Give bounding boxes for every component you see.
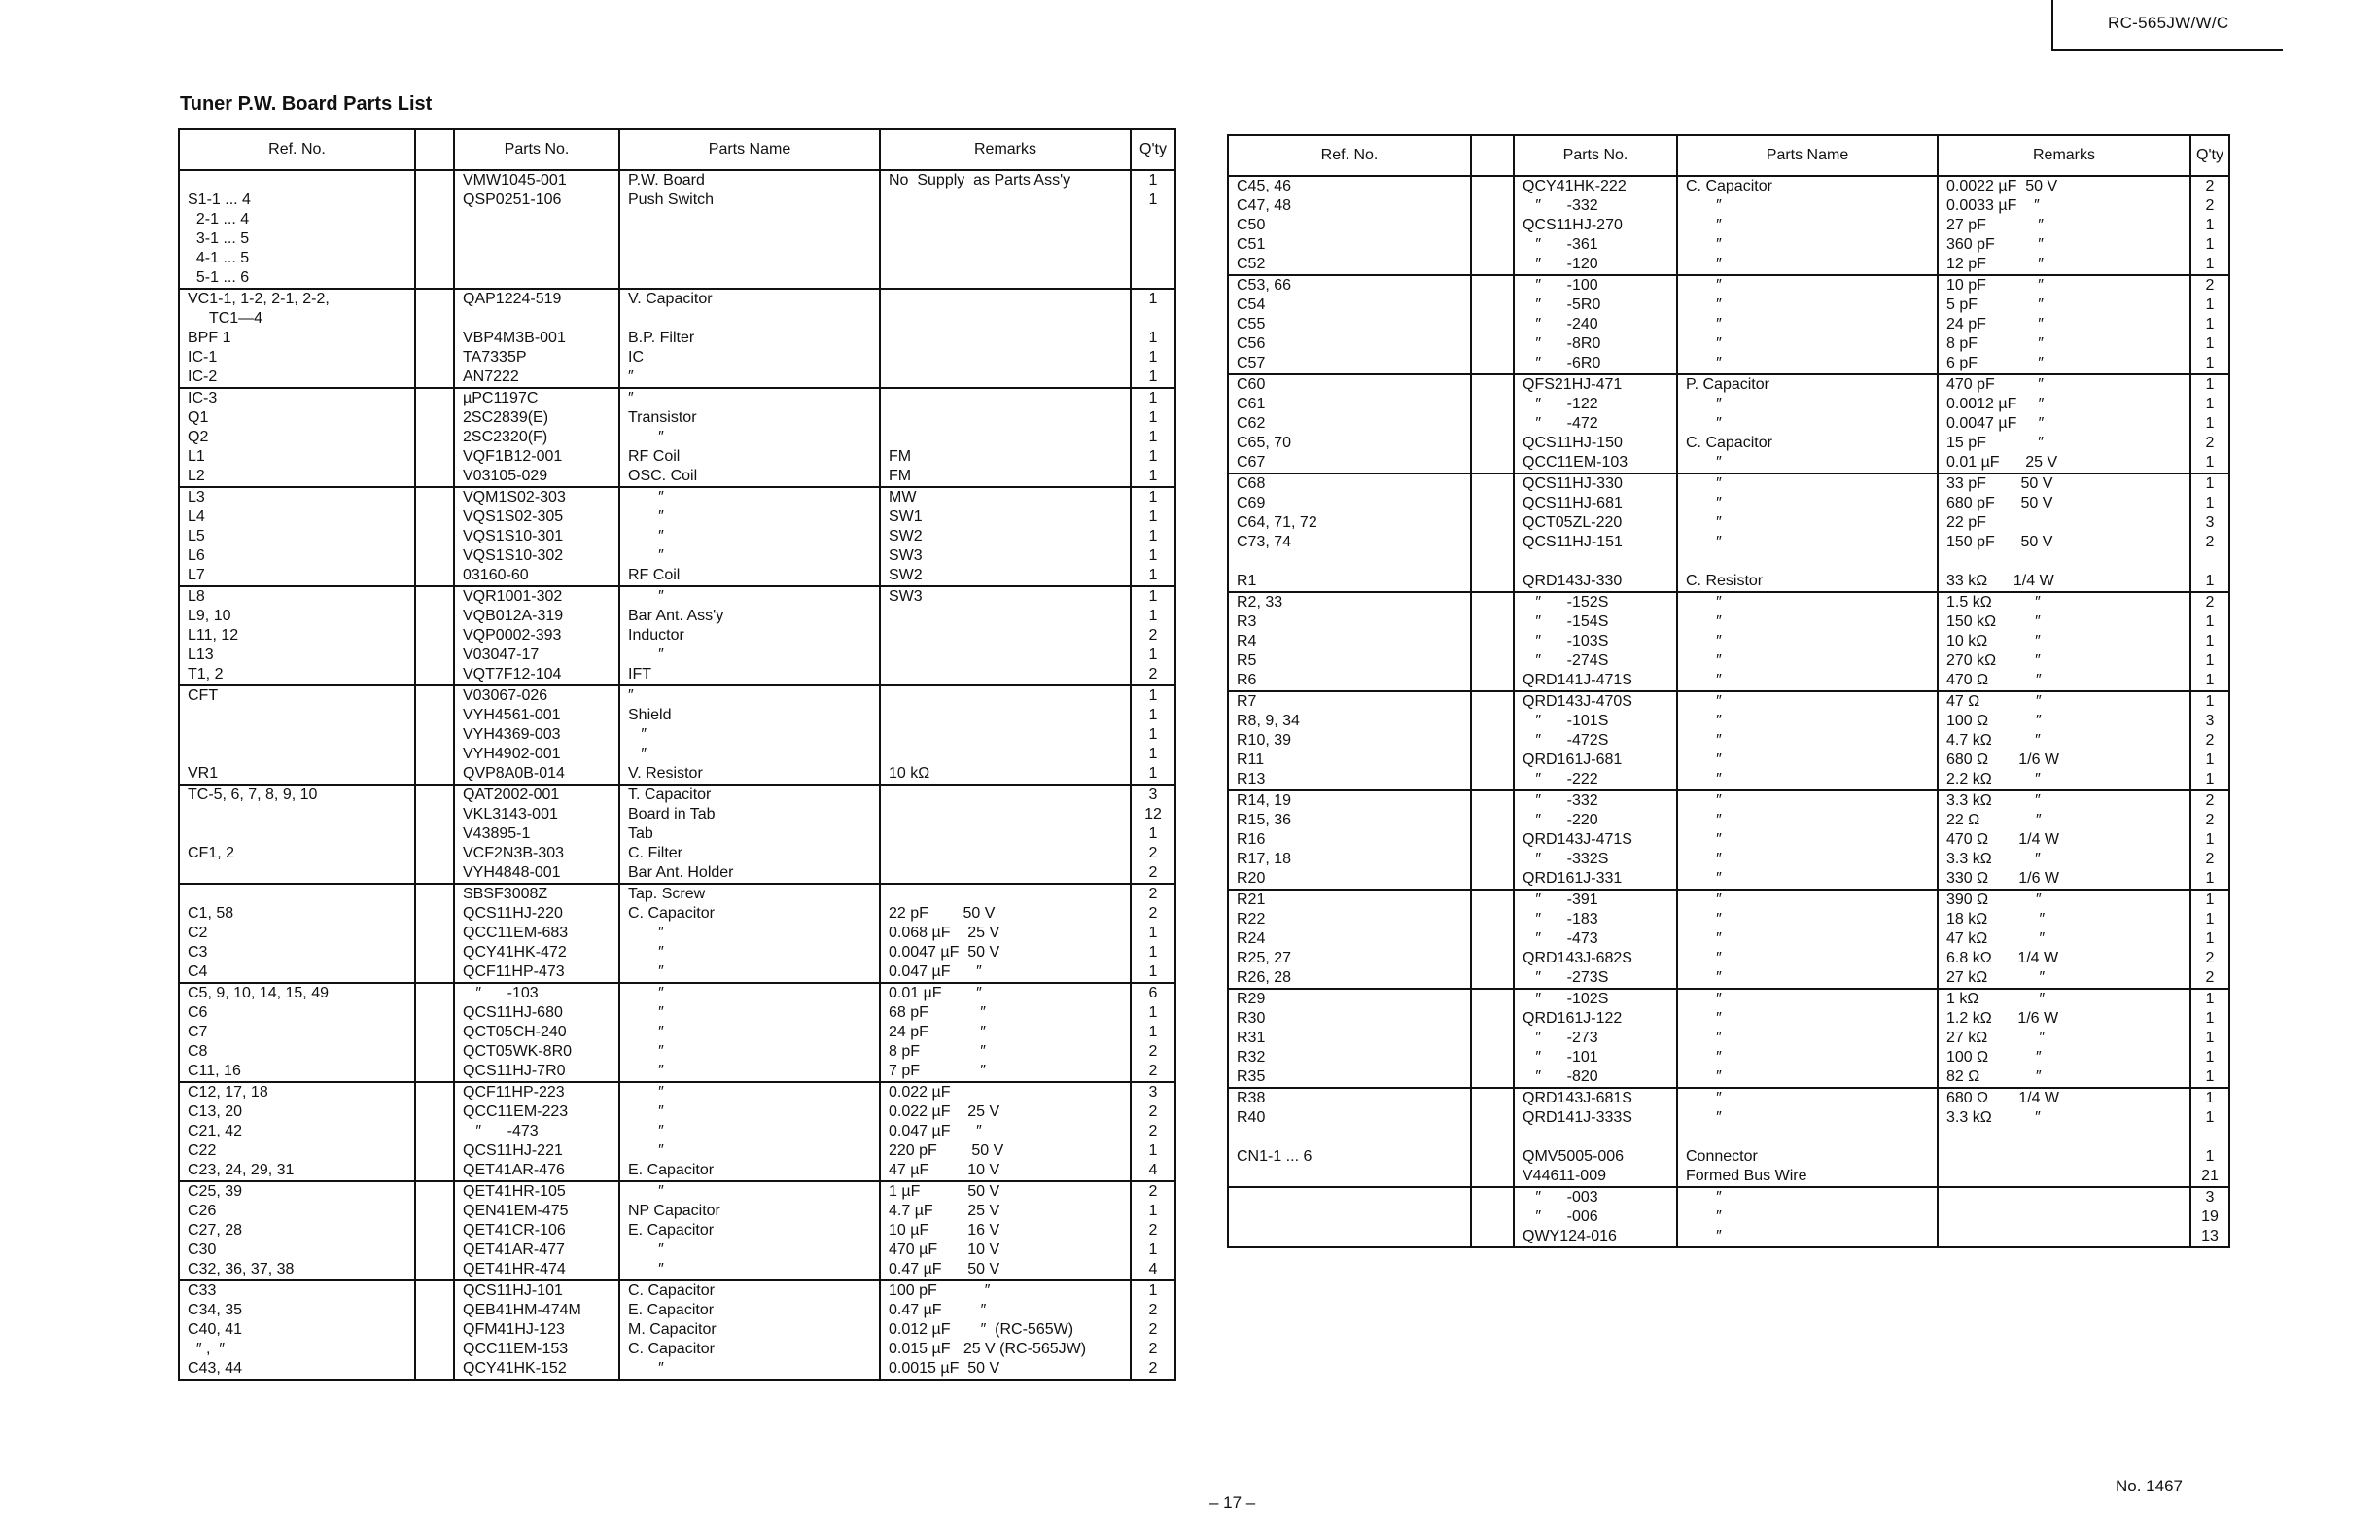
col-parts-name: Parts Name xyxy=(619,129,880,170)
cell-ref-no: R29 R30 R31 R32 R35 xyxy=(1228,989,1471,1088)
cell-parts-no: ″ -103 QCS11HJ-680 QCT05CH-240 QCT05WK-8R0 QCS11HJ-7R0 xyxy=(454,983,619,1082)
cell-blank xyxy=(1471,374,1514,473)
cell-parts-no: VMW1045-001 QSP0251-106 xyxy=(454,170,619,289)
cell-parts-no: QCS11HJ-330 QCS11HJ-681 QCT05ZL-220 QCS11HJ-151 QRD143J-330 xyxy=(1514,473,1677,592)
table-row-group xyxy=(179,884,1175,983)
cell-remarks: 22 pF 50 V 0.068 µF 25 V 0.0047 µF 50 V 0.047 µF ″ xyxy=(880,884,1131,983)
parts-table-right xyxy=(1227,134,2230,1248)
cell-parts-no: ″ -152S ″ -154S ″ -103S ″ -274S QRD141J-471S xyxy=(1514,592,1677,691)
cell-ref-no: C45, 46 C47, 48 C50 C51 C52 xyxy=(1228,176,1471,275)
cell-ref-no: C60 C61 C62 C65, 70 C67 xyxy=(1228,374,1471,473)
cell-parts-no: QCS11HJ-101 QEB41HM-474M QFM41HJ-123 QCC11EM-153 QCY41HK-152 xyxy=(454,1280,619,1380)
table-row-group xyxy=(1228,473,2229,592)
cell-parts-name: C. Capacitor E. Capacitor M. Capacitor C. Capacitor ″ xyxy=(619,1280,880,1380)
cell-remarks: 100 pF ″ 0.47 µF ″ 0.012 µF ″ (RC-565W) 0.015 µF 25 V (RC-565JW) 0.0015 µF 50 V xyxy=(880,1280,1131,1380)
parts-list-title: Tuner P.W. Board Parts List xyxy=(180,93,433,115)
cell-parts-no: QET41HR-105 QEN41EM-475 QET41CR-106 QET41AR-477 QET41HR-474 xyxy=(454,1181,619,1280)
cell-parts-no: ″ -003 ″ -006 QWY124-016 xyxy=(1514,1187,1677,1247)
cell-qty: 1 1 1 1 1 xyxy=(2190,989,2229,1088)
cell-parts-name: ″ Bar Ant. Ass'y Inductor ″ IFT xyxy=(619,586,880,685)
cell-remarks: 33 pF 50 V 680 pF 50 V 22 pF 150 pF 50 V 33 kΩ 1/4 W xyxy=(1938,473,2190,592)
cell-remarks: FM FM xyxy=(880,388,1131,487)
cell-ref-no: C1, 58 C2 C3 C4 xyxy=(179,884,415,983)
cell-ref-no: R14, 19 R15, 36 R16 R17, 18 R20 xyxy=(1228,790,1471,890)
cell-remarks: SW3 xyxy=(880,586,1131,685)
cell-ref-no: R2, 33 R3 R4 R5 R6 xyxy=(1228,592,1471,691)
cell-parts-name: ″ ″ ″ ″ ″ xyxy=(1677,790,1938,890)
cell-parts-no: VQR1001-302 VQB012A-319 VQP0002-393 V03047-17 VQT7F12-104 xyxy=(454,586,619,685)
cell-ref-no xyxy=(1228,1187,1471,1247)
col-remarks: Remarks xyxy=(880,129,1131,170)
cell-ref-no: C68 C69 C64, 71, 72 C73, 74 R1 xyxy=(1228,473,1471,592)
cell-blank xyxy=(415,289,454,388)
cell-remarks: 0.022 µF 0.022 µF 25 V 0.047 µF ″ 220 pF 50 V 47 µF 10 V xyxy=(880,1082,1131,1181)
cell-qty: 1 1 xyxy=(1131,170,1175,289)
cell-ref-no: S1-1 ... 4 2-1 ... 4 3-1 ... 5 4-1 ... 5 5-1 ... 6 xyxy=(179,170,415,289)
parts-table-left xyxy=(178,128,1176,1381)
table-row-group xyxy=(179,586,1175,685)
cell-parts-name: ″ Shield ″ ″ V. Resistor xyxy=(619,685,880,785)
cell-parts-no: QAP1224-519 VBP4M3B-001 TA7335P AN7222 xyxy=(454,289,619,388)
cell-qty: 1 2 2 2 2 xyxy=(1131,1280,1175,1380)
cell-parts-no: QFS21HJ-471 ″ -122 ″ -472 QCS11HJ-150 QCC11EM-103 xyxy=(1514,374,1677,473)
cell-qty: 1 1 1 1 xyxy=(1131,289,1175,388)
cell-ref-no: TC-5, 6, 7, 8, 9, 10 CF1, 2 xyxy=(179,785,415,884)
cell-parts-no: ″ -100 ″ -5R0 ″ -240 ″ -8R0 ″ -6R0 xyxy=(1514,275,1677,374)
cell-parts-name: ″ NP Capacitor E. Capacitor ″ ″ xyxy=(619,1181,880,1280)
cell-qty: 6 1 1 2 2 xyxy=(1131,983,1175,1082)
col-qty: Q'ty xyxy=(2190,135,2229,176)
cell-parts-no: ″ -332 ″ -220 QRD143J-471S ″ -332S QRD161J-331 xyxy=(1514,790,1677,890)
cell-qty: 3 2 2 1 4 xyxy=(1131,1082,1175,1181)
cell-remarks: 10 pF ″ 5 pF ″ 24 pF ″ 8 pF ″ 6 pF ″ xyxy=(1938,275,2190,374)
cell-blank xyxy=(415,983,454,1082)
cell-qty: 1 1 1 1 1 xyxy=(1131,685,1175,785)
cell-blank xyxy=(415,170,454,289)
table-row-group xyxy=(1228,176,2229,275)
table-row-group xyxy=(179,289,1175,388)
cell-blank xyxy=(1471,592,1514,691)
cell-blank xyxy=(1471,1187,1514,1247)
cell-blank xyxy=(415,1082,454,1181)
cell-blank xyxy=(415,884,454,983)
cell-remarks: 1 µF 50 V 4.7 µF 25 V 10 µF 16 V 470 µF 10 V 0.47 µF 50 V xyxy=(880,1181,1131,1280)
table-row-group xyxy=(179,1082,1175,1181)
cell-blank xyxy=(415,487,454,586)
model-number: RC-565JW/W/C xyxy=(2108,14,2229,32)
cell-ref-no: IC-3 Q1 Q2 L1 L2 xyxy=(179,388,415,487)
cell-parts-no: QCF11HP-223 QCC11EM-223 ″ -473 QCS11HJ-221 QET41AR-476 xyxy=(454,1082,619,1181)
col-qty: Q'ty xyxy=(1131,129,1175,170)
cell-remarks xyxy=(880,289,1131,388)
cell-remarks: 390 Ω ″ 18 kΩ ″ 47 kΩ ″ 6.8 kΩ 1/4 W 27 kΩ ″ xyxy=(1938,890,2190,989)
cell-ref-no: C25, 39 C26 C27, 28 C30 C32, 36, 37, 38 xyxy=(179,1181,415,1280)
cell-parts-name: Tap. Screw C. Capacitor ″ ″ ″ xyxy=(619,884,880,983)
cell-qty: 1 1 3 2 1 xyxy=(2190,473,2229,592)
cell-parts-name: V. Capacitor B.P. Filter IC ″ xyxy=(619,289,880,388)
table-row-group xyxy=(1228,275,2229,374)
table-row-group xyxy=(1228,691,2229,790)
col-blank xyxy=(415,129,454,170)
cell-parts-no: QCY41HK-222 ″ -332 QCS11HJ-270 ″ -361 ″ -120 xyxy=(1514,176,1677,275)
cell-qty: 2 2 1 1 1 xyxy=(1131,884,1175,983)
cell-ref-no: R21 R22 R24 R25, 27 R26, 28 xyxy=(1228,890,1471,989)
cell-remarks: 1.5 kΩ ″ 150 kΩ ″ 10 kΩ ″ 270 kΩ ″ 470 Ω ″ xyxy=(1938,592,2190,691)
cell-qty: 2 1 1 1 1 xyxy=(2190,275,2229,374)
cell-blank xyxy=(1471,275,1514,374)
cell-remarks: 1 kΩ ″ 1.2 kΩ 1/6 W 27 kΩ ″ 100 Ω ″ 82 Ω ″ xyxy=(1938,989,2190,1088)
col-ref-no: Ref. No. xyxy=(1228,135,1471,176)
cell-parts-name: ″ ″ ″ ″ ″ xyxy=(1677,989,1938,1088)
col-blank xyxy=(1471,135,1514,176)
cell-blank xyxy=(1471,691,1514,790)
cell-blank xyxy=(1471,890,1514,989)
cell-parts-no: VQM1S02-303 VQS1S02-305 VQS1S10-301 VQS1S10-302 03160-60 xyxy=(454,487,619,586)
document-number: No. 1467 xyxy=(2116,1477,2183,1495)
cell-remarks: 47 Ω ″ 100 Ω ″ 4.7 kΩ ″ 680 Ω 1/6 W 2.2 kΩ ″ xyxy=(1938,691,2190,790)
cell-ref-no: R7 R8, 9, 34 R10, 39 R11 R13 xyxy=(1228,691,1471,790)
table-row-group xyxy=(1228,374,2229,473)
col-ref-no: Ref. No. xyxy=(179,129,415,170)
cell-qty: 2 1 2 1 4 xyxy=(1131,1181,1175,1280)
cell-parts-name: ″ ″ ″ ″ C. Resistor xyxy=(1677,473,1938,592)
cell-qty: 1 1 1 2 1 xyxy=(2190,374,2229,473)
cell-parts-name: ″ ″ ″ ″ ″ xyxy=(1677,592,1938,691)
cell-parts-name: ″ Transistor ″ RF Coil OSC. Coil xyxy=(619,388,880,487)
cell-parts-no: QRD143J-681S QRD141J-333S QMV5005-006 V44611-009 xyxy=(1514,1088,1677,1187)
table-row-group xyxy=(179,785,1175,884)
col-parts-no: Parts No. xyxy=(1514,135,1677,176)
cell-ref-no: VC1-1, 1-2, 2-1, 2-2, TC1—4 BPF 1 IC-1 IC-2 xyxy=(179,289,415,388)
cell-qty: 1 1 1 1 1 xyxy=(1131,487,1175,586)
cell-ref-no: CFT VR1 xyxy=(179,685,415,785)
cell-blank xyxy=(415,685,454,785)
table-row-group xyxy=(1228,989,2229,1088)
table-header-row xyxy=(1228,135,2229,176)
table-row-group xyxy=(179,1181,1175,1280)
cell-qty: 2 2 1 2 1 xyxy=(2190,790,2229,890)
cell-blank xyxy=(415,1280,454,1380)
cell-qty: 1 1 2 1 2 xyxy=(1131,586,1175,685)
cell-parts-name: ″ ″ ″ xyxy=(1677,1187,1938,1247)
cell-parts-name: ″ ″ Connector Formed Bus Wire xyxy=(1677,1088,1938,1187)
cell-ref-no: C12, 17, 18 C13, 20 C21, 42 C22 C23, 24, 29, 31 xyxy=(179,1082,415,1181)
cell-qty: 1 1 1 2 2 xyxy=(2190,890,2229,989)
cell-qty: 1 1 1 21 xyxy=(2190,1088,2229,1187)
table-row-group xyxy=(179,487,1175,586)
cell-parts-no: ″ -102S QRD161J-122 ″ -273 ″ -101 ″ -820 xyxy=(1514,989,1677,1088)
cell-remarks: 10 kΩ xyxy=(880,685,1131,785)
col-remarks: Remarks xyxy=(1938,135,2190,176)
cell-parts-name: ″ ″ ″ ″ E. Capacitor xyxy=(619,1082,880,1181)
cell-ref-no: L8 L9, 10 L11, 12 L13 T1, 2 xyxy=(179,586,415,685)
cell-ref-no: R38 R40 CN1-1 ... 6 xyxy=(1228,1088,1471,1187)
cell-remarks: 0.01 µF ″ 68 pF ″ 24 pF ″ 8 pF ″ 7 pF ″ xyxy=(880,983,1131,1082)
cell-qty: 1 1 1 1 1 xyxy=(1131,388,1175,487)
cell-ref-no: C33 C34, 35 C40, 41 ″ , ″ C43, 44 xyxy=(179,1280,415,1380)
cell-parts-name: ″ ″ ″ ″ ″ xyxy=(1677,275,1938,374)
cell-blank xyxy=(1471,790,1514,890)
cell-remarks: 0.0022 µF 50 V 0.0033 µF ″ 27 pF ″ 360 pF ″ 12 pF ″ xyxy=(1938,176,2190,275)
cell-remarks xyxy=(880,785,1131,884)
cell-parts-no: V03067-026 VYH4561-001 VYH4369-003 VYH4902-001 QVP8A0B-014 xyxy=(454,685,619,785)
cell-blank xyxy=(415,1181,454,1280)
cell-qty: 1 3 2 1 1 xyxy=(2190,691,2229,790)
cell-parts-no: QAT2002-001 VKL3143-001 V43895-1 VCF2N3B-303 VYH4848-001 xyxy=(454,785,619,884)
cell-blank xyxy=(1471,1088,1514,1187)
page-number: – 17 – xyxy=(1209,1493,1256,1512)
table-row-group xyxy=(1228,592,2229,691)
table-row-group xyxy=(1228,1088,2229,1187)
col-parts-name: Parts Name xyxy=(1677,135,1938,176)
cell-parts-no: µPC1197C 2SC2839(E) 2SC2320(F) VQF1B12-001 V03105-029 xyxy=(454,388,619,487)
cell-blank xyxy=(1471,176,1514,275)
cell-parts-name: ″ ″ ″ ″ ″ xyxy=(1677,890,1938,989)
table-row-group xyxy=(1228,890,2229,989)
table-row-group xyxy=(1228,1187,2229,1247)
cell-ref-no: C5, 9, 10, 14, 15, 49 C6 C7 C8 C11, 16 xyxy=(179,983,415,1082)
cell-blank xyxy=(415,586,454,685)
table-row-group xyxy=(179,983,1175,1082)
table-row-group xyxy=(179,388,1175,487)
cell-parts-name: C. Capacitor ″ ″ ″ ″ xyxy=(1677,176,1938,275)
cell-blank xyxy=(415,388,454,487)
cell-qty: 3 19 13 xyxy=(2190,1187,2229,1247)
cell-ref-no: L3 L4 L5 L6 L7 xyxy=(179,487,415,586)
table-row-group xyxy=(1228,790,2229,890)
cell-blank xyxy=(1471,989,1514,1088)
cell-remarks: 680 Ω 1/4 W 3.3 kΩ ″ xyxy=(1938,1088,2190,1187)
cell-parts-no: SBSF3008Z QCS11HJ-220 QCC11EM-683 QCY41HK-472 QCF11HP-473 xyxy=(454,884,619,983)
cell-qty: 3 12 1 2 2 xyxy=(1131,785,1175,884)
cell-remarks: No Supply as Parts Ass'y xyxy=(880,170,1131,289)
cell-blank xyxy=(415,785,454,884)
col-parts-no: Parts No. xyxy=(454,129,619,170)
cell-ref-no: C53, 66 C54 C55 C56 C57 xyxy=(1228,275,1471,374)
table-row-group xyxy=(179,685,1175,785)
cell-parts-no: ″ -391 ″ -183 ″ -473 QRD143J-682S ″ -273S xyxy=(1514,890,1677,989)
cell-parts-no: QRD143J-470S ″ -101S ″ -472S QRD161J-681 ″ -222 xyxy=(1514,691,1677,790)
cell-parts-name: T. Capacitor Board in Tab Tab C. Filter Bar Ant. Holder xyxy=(619,785,880,884)
table-row-group xyxy=(179,1280,1175,1380)
cell-qty: 2 2 1 1 1 xyxy=(2190,176,2229,275)
cell-remarks: 3.3 kΩ ″ 22 Ω ″ 470 Ω 1/4 W 3.3 kΩ ″ 330 Ω 1/6 W xyxy=(1938,790,2190,890)
cell-parts-name: ″ ″ ″ ″ ″ xyxy=(619,983,880,1082)
table-header-row xyxy=(179,129,1175,170)
cell-remarks: 470 pF ″ 0.0012 µF ″ 0.0047 µF ″ 15 pF ″ 0.01 µF 25 V xyxy=(1938,374,2190,473)
cell-remarks xyxy=(1938,1187,2190,1247)
cell-remarks: MW SW1 SW2 SW3 SW2 xyxy=(880,487,1131,586)
cell-parts-name: P. Capacitor ″ ″ C. Capacitor ″ xyxy=(1677,374,1938,473)
table-row-group xyxy=(179,170,1175,289)
cell-blank xyxy=(1471,473,1514,592)
cell-qty: 2 1 1 1 1 xyxy=(2190,592,2229,691)
cell-parts-name: ″ ″ ″ ″ ″ xyxy=(1677,691,1938,790)
cell-parts-name: P.W. Board Push Switch xyxy=(619,170,880,289)
cell-parts-name: ″ ″ ″ ″ RF Coil xyxy=(619,487,880,586)
